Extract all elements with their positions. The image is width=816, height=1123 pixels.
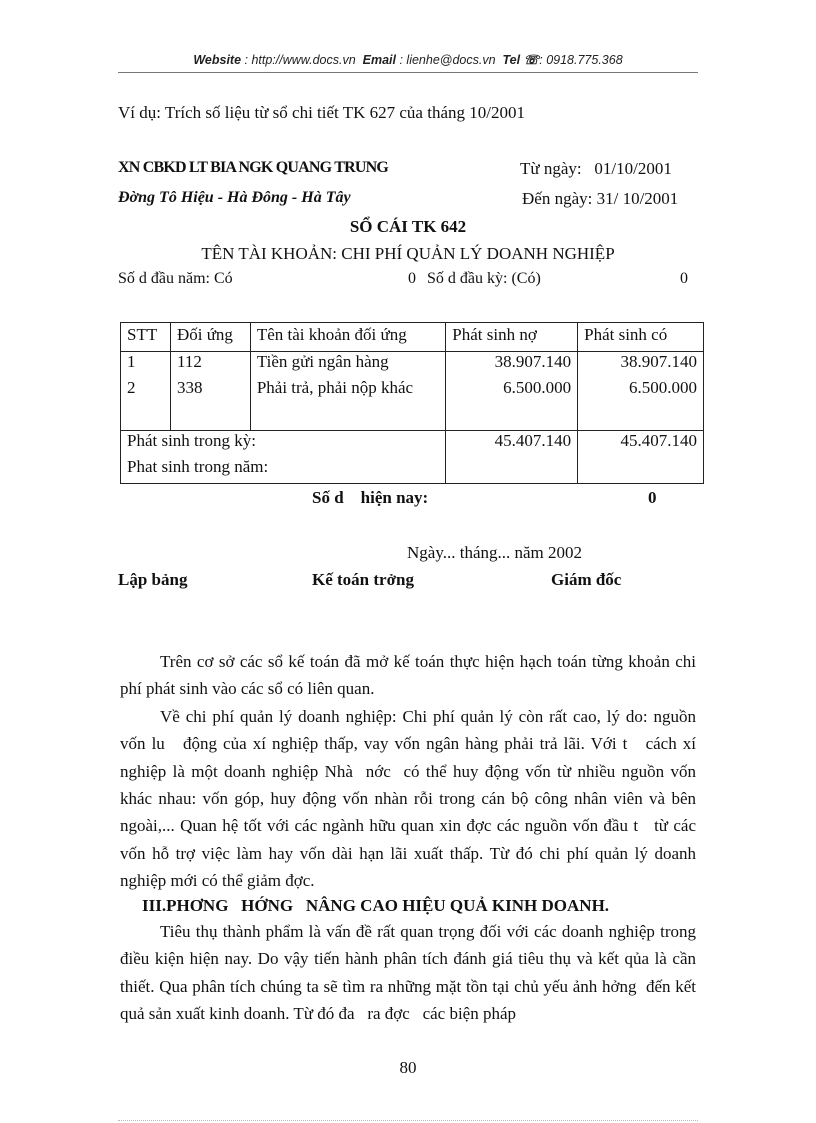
phone-icon: ☏ <box>523 53 540 67</box>
col-stt: STT <box>121 323 171 352</box>
intro-text: Ví dụ: Trích số liệu từ sổ chi tiết TK 627 của tháng 10/2001 <box>118 103 525 122</box>
signature-director: Giám đốc <box>551 570 622 589</box>
to-value: 31/ 10/2001 <box>596 189 679 208</box>
to-label: Đến ngày: <box>522 189 593 208</box>
period-total-credit: 45.407.140 <box>578 431 704 458</box>
col-credit: Phát sinh có <box>578 323 704 352</box>
table-header-row <box>121 323 704 352</box>
body-text-2 <box>120 918 701 1028</box>
table-spacer-row <box>121 404 704 431</box>
cell-debit: 38.907.140 <box>446 352 578 379</box>
header-divider <box>118 72 698 73</box>
ledger-table <box>120 322 704 484</box>
company-address: Đờng Tô Hiệu - Hà Đông - Hà Tây <box>118 189 351 206</box>
period-total-label: Phát sinh trong kỳ: <box>121 431 446 458</box>
col-debit: Phát sinh nợ <box>446 323 578 352</box>
current-balance-value: 0 <box>648 488 657 507</box>
cell-credit: 38.907.140 <box>578 352 704 379</box>
opening-year-value: 0 <box>408 270 416 287</box>
signature-accountant: Kế toán trởng <box>312 570 414 589</box>
from-date <box>520 159 672 179</box>
year-total-label: Phat sinh trong năm: <box>121 457 446 484</box>
tel-value: : 0918.775.368 <box>539 53 623 67</box>
signature-preparer: Lập bảng <box>118 570 188 589</box>
paragraph: Trên cơ sở các sổ kế toán đã mở kế toán thực hiện hạch toán từng khoản chi phí phát sinh vào các sổ có liên quan. <box>120 652 696 699</box>
to-date <box>522 189 678 209</box>
cell-code: 112 <box>170 352 250 379</box>
cell-name: Phải trả, phải nộp khác <box>250 378 445 404</box>
current-balance-label: Số d hiện nay: <box>312 488 429 507</box>
col-counter-account: Đối ứng <box>170 323 250 352</box>
section-heading: III.PHƠNG HỚNG NÂNG CAO HIỆU QUẢ KINH DOANH. <box>142 896 610 915</box>
ledger-subtitle: TÊN TÀI KHOẢN: CHI PHÍ QUẢN LÝ DOANH NGHIỆP <box>201 244 615 263</box>
website-label: Website <box>193 53 242 67</box>
footer-divider <box>118 1120 698 1121</box>
email-value[interactable]: : lienhe@docs.vn <box>399 53 496 67</box>
email-label: Email <box>362 53 396 67</box>
cell-debit: 6.500.000 <box>446 378 578 404</box>
col-account-name: Tên tài khoản đối ứng <box>250 323 445 352</box>
signature-date: Ngày... tháng... năm 2002 <box>407 543 583 562</box>
page-header <box>0 52 816 67</box>
table-row <box>121 352 704 379</box>
opening-period-label: Số d đầu kỳ: (Có) <box>427 270 541 287</box>
paragraph: Về chi phí quản lý doanh nghiệp: Chi phí quản lý còn rất cao, lý do: nguồn vốn lu động của xí nghiệp thấp, vay vốn ngân hàng phải trả lãi. Với t cách xí nghiệp là một doanh nghiệp Nhà nớc có thể huy động vốn từ nhiều nguồn vốn khác nhau: vốn góp, huy động vốn nhàn rỗi trong cán bộ công nhân viên và bên ngoài,... Quan hệ tốt với các ngành hữu quan xin đợc các nguồn vốn đầu t từ các vốn hỗ trợ việc làm hay vốn dài hạn lãi xuất thấp. Từ đó chi phí quản lý doanh nghiệp mới có thể giảm đợc. <box>120 706 701 891</box>
website-value[interactable]: : http://www.docs.vn <box>244 53 356 67</box>
opening-period-value: 0 <box>680 270 688 287</box>
table-row <box>121 378 704 404</box>
tel-label: Tel <box>502 53 521 67</box>
company-name: XN CBKD LT BIA NGK QUANG TRUNG <box>118 159 388 176</box>
body-text <box>120 648 701 895</box>
cell-stt: 1 <box>121 352 171 379</box>
from-label: Từ ngày: <box>520 159 582 178</box>
cell-stt: 2 <box>121 378 171 404</box>
period-total-row <box>121 431 704 458</box>
cell-code: 338 <box>170 378 250 404</box>
from-value: 01/10/2001 <box>594 159 672 178</box>
opening-year-label: Số d đầu năm: Có <box>118 270 233 287</box>
year-total-row <box>121 457 704 484</box>
period-total-debit: 45.407.140 <box>446 431 578 458</box>
ledger-title: SỔ CÁI TK 642 <box>349 217 467 236</box>
page-number: 80 <box>399 1058 417 1077</box>
paragraph: Tiêu thụ thành phẩm là vấn đề rất quan trọng đối với các doanh nghiệp trong điều kiện hiện nay. Do vậy tiến hành phân tích đánh giá tiêu thụ và kết qủa là cần thiết. Qua phân tích chúng ta sẽ tìm ra những mặt tồn tại chủ yếu ảnh hởng đến kết quả sản xuất kinh doanh. Từ đó đa ra đợc các biện pháp <box>120 922 701 1024</box>
cell-credit: 6.500.000 <box>578 378 704 404</box>
cell-name: Tiền gửi ngân hàng <box>250 352 445 379</box>
